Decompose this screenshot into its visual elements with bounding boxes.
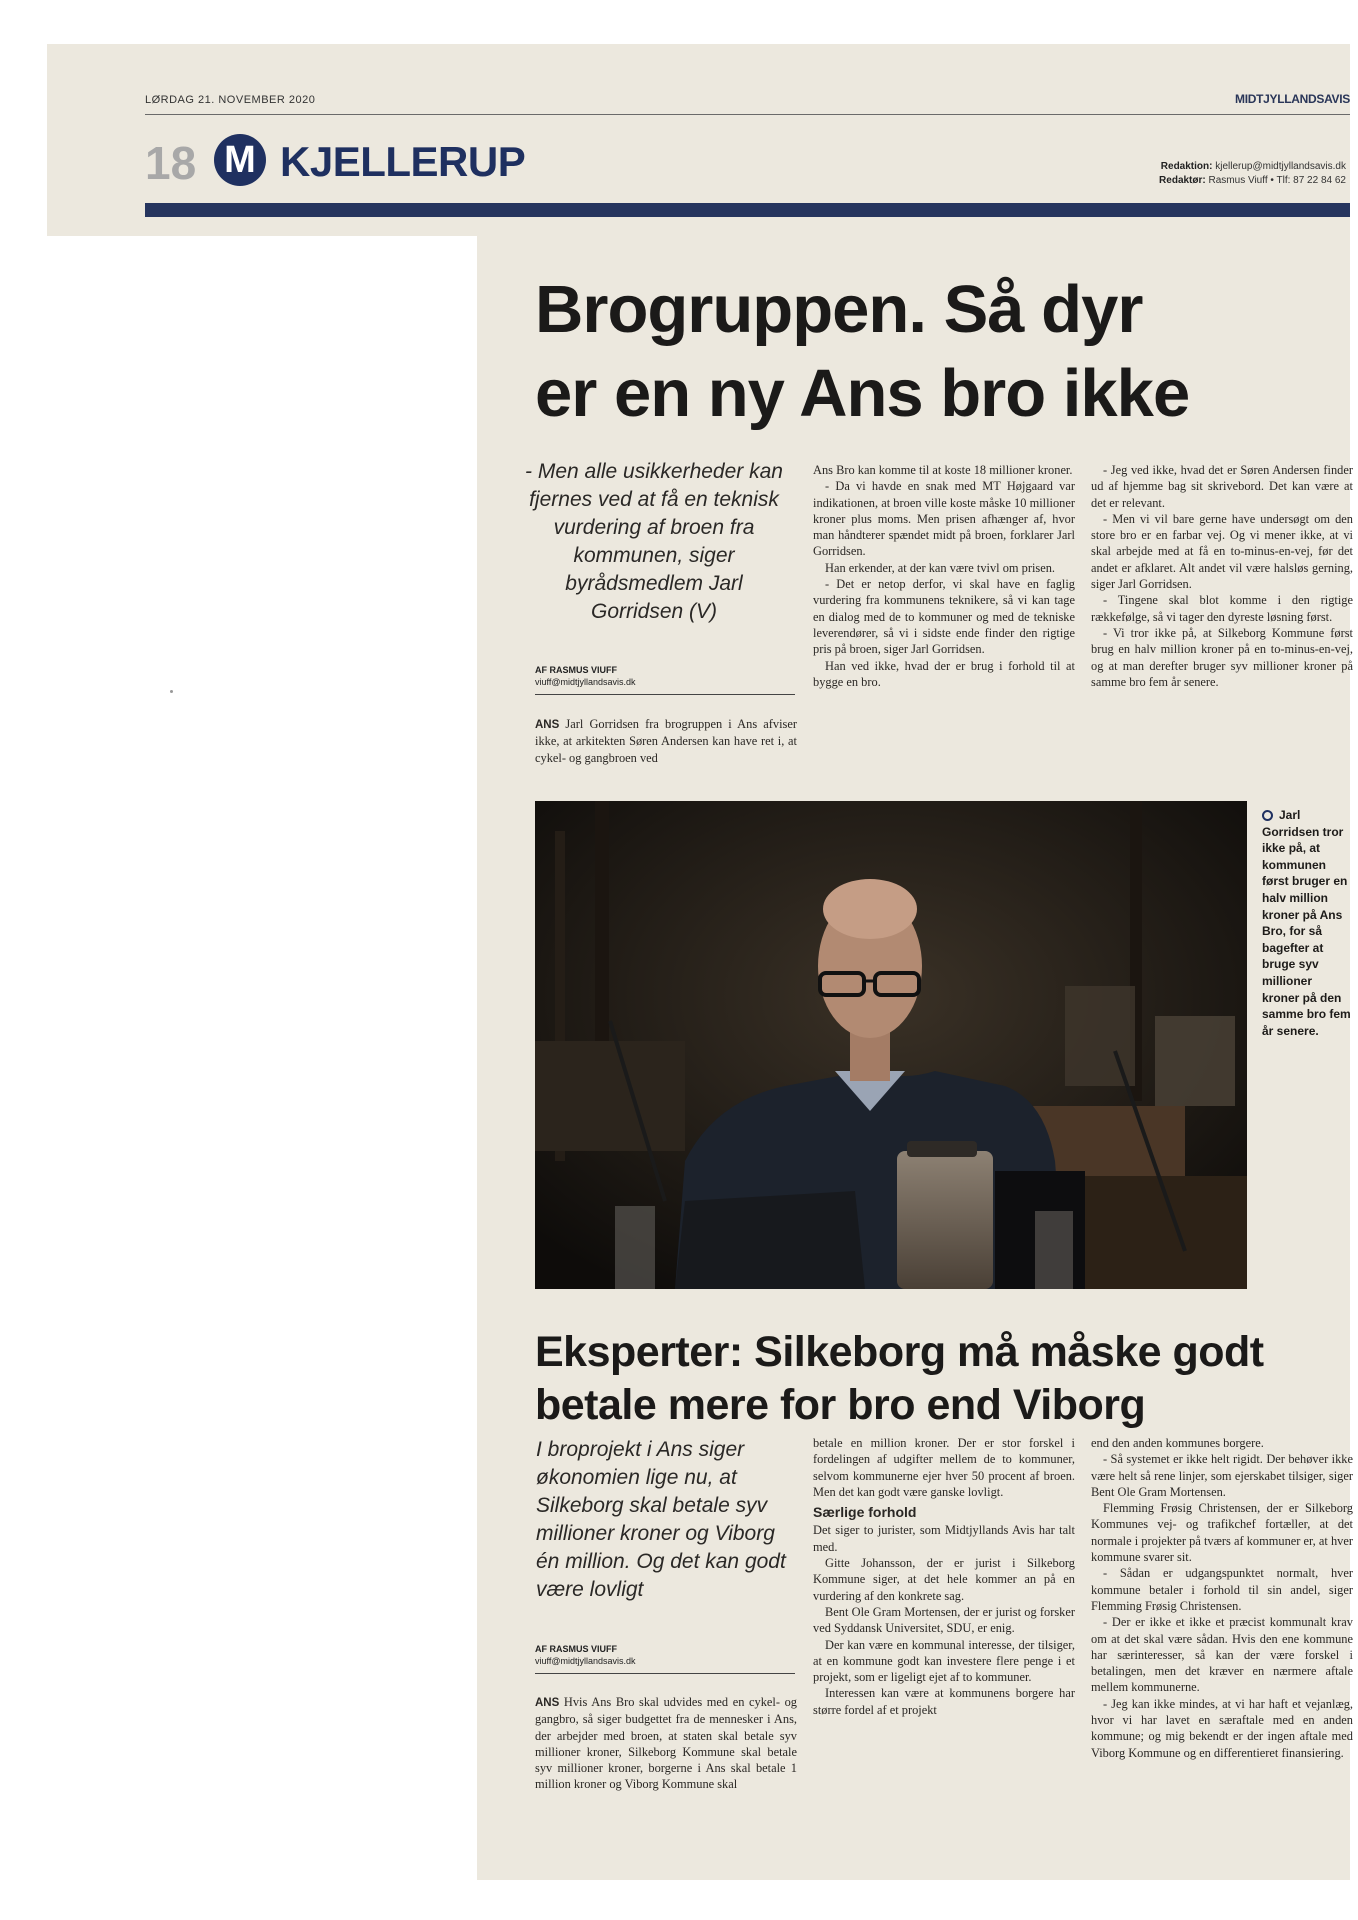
section-title: KJELLERUP: [280, 138, 526, 185]
photo-caption-block: [1262, 807, 1352, 1039]
article1-lead-word: ANS: [535, 719, 560, 731]
body-paragraph: Ans Bro kan komme til at koste 18 millioner kroner.: [813, 463, 1073, 477]
body-paragraph: Han erkender, at der kan være tvivl om prisen.: [825, 560, 1056, 575]
body-paragraph: - Så systemet er ikke helt rigidt. Der behøver ikke være helt så rene linjer, som ejerskabet tilsiger, siger Bent Ole Gram Mortensen.: [1091, 1452, 1353, 1499]
article2-headline-line1: Eksperter: Silkeborg må måske godt: [535, 1328, 1264, 1376]
body-paragraph: - Det er netop derfor, vi skal have en faglig vurdering fra kommunens teknikere, så vi kan tage en dialog med de to kommuner og med de tekniske leverendører, så vi i sidste ende finder den rigtige pris på broen, siger Jarl Gorridsen.: [813, 577, 1075, 657]
body-paragraph: Interessen kan være at kommunens borgere har større fordel af et projekt: [813, 1686, 1075, 1717]
article1-body-text: Jarl Gorridsen fra brogruppen i Ans afviser ikke, at arkitekten Søren Andersen kan have ret i, at cykel- og gangbroen ved: [535, 717, 797, 765]
body-paragraph: Flemming Frøsig Christensen, der er Silkeborg Kommunes vej- og trafikchef fortæller, at det normale i projekter på tværs af kommuner er, at hver kommune svarer sit.: [1091, 1501, 1353, 1565]
paper-speck: [170, 690, 173, 693]
body-paragraph: - Jeg kan ikke mindes, at vi har haft et vejanlæg, hvor vi har lavet en særaftale med en anden kommune; og mig bekendt er der ingen aftale med Viborg Kommune og en differentieret finansiering.: [1091, 1696, 1353, 1760]
body-paragraph: - Vi tror ikke på, at Silkeborg Kommune først brug en halv million kroner på en to-minus-en-vej, og at man derefter bruger syv millioner kroner på samme bro fem år senere.: [1091, 625, 1353, 689]
body-paragraph: - Da vi havde en snak med MT Højgaard var indikationen, at broen ville koste måske 10 millioner kroner plus moms. Men prisen afhænger af, hvor man håndterer spændet midt på broen, forklarer Jarl Gorridsen.: [813, 479, 1075, 559]
article1-byline: [535, 664, 795, 695]
editor-label: Redaktør:: [1159, 175, 1206, 186]
article2-headline-line2: betale mere for bro end Viborg: [535, 1381, 1146, 1429]
section-color-bar: [145, 203, 1350, 217]
body-paragraph: - Tingene skal blot komme i den rigtige rækkefølge, så vi tager den dyreste løsning først.: [1091, 593, 1353, 624]
article1-headline-line1: Brogruppen. Så dyr: [535, 272, 1143, 347]
article2-lead-word: ANS: [535, 1697, 560, 1709]
body-paragraph: - Jeg ved ikke, hvad det er Søren Andersen finder ud af hjemme bag sit skrivebord. Det kan være at det er relevant.: [1091, 463, 1353, 510]
article1-column-2: [813, 462, 1075, 690]
editorial-label: Redaktion:: [1160, 161, 1213, 172]
body-paragraph: Der kan være en kommunal interesse, der tilsiger, at en kommune godt kan investere flere penge i et projekt, som er ligeligt ejet af to kommuner.: [813, 1637, 1075, 1685]
body-paragraph: end den anden kommunes borgere.: [1091, 1436, 1264, 1450]
article2-byline-email: viuff@midtjyllandsavis.dk: [535, 1656, 636, 1666]
article-photo: [535, 801, 1247, 1289]
body-paragraph: Bent Ole Gram Mortensen, der er jurist og forsker ved Syddansk Universitet, SDU, er enig.: [813, 1604, 1075, 1636]
article1-column-3: [1091, 462, 1353, 690]
photo-caption: Jarl Gorridsen tror ikke på, at kommunen først bruger en halv million kroner på Ans Bro, for så bagefter at bruge syv millioner kroner på den samme bro fem år senere.: [1262, 808, 1351, 1038]
article1-column-1: [535, 716, 797, 766]
body-paragraph: Han ved ikke, hvad der er brug i forhold til at bygge en bro.: [813, 658, 1075, 689]
article2-intro: I broprojekt i Ans siger økonomien lige nu, at Silkeborg skal betale syv millioner kroner og Viborg én million. Og det kan godt være lovligt: [536, 1438, 786, 1601]
article2-column-2: [813, 1435, 1075, 1718]
body-paragraph: betale en million kroner. Der er stor forskel i fordelingen af udgifter mellem de to kommuner, selvom kommunerne ejer hver 50 procent af broen. Men det kan godt være ganske lovligt.: [813, 1436, 1075, 1499]
article2-column-1: [535, 1694, 797, 1793]
newspaper-logo-icon: M: [214, 134, 266, 186]
article2-headline: [535, 1326, 1335, 1432]
masthead-rule: [145, 114, 1350, 115]
article1-headline: [535, 268, 1335, 436]
editorial-info: [1159, 160, 1346, 188]
article1-byline-email: viuff@midtjyllandsavis.dk: [535, 677, 636, 687]
body-paragraph: - Men vi vil bare gerne have undersøgt om den store bro er en farbar vej. Og vi mener ikke, at vi skal arbejde med at få en to-minus-en-vej, før det andet er afklaret. Alt andet vil være halsløs gerning, siger Jarl Gorridsen.: [1091, 511, 1353, 592]
editorial-email: kjellerup@midtjyllandsavis.dk: [1215, 161, 1346, 172]
issue-date: LØRDAG 21. NOVEMBER 2020: [145, 94, 316, 106]
article2-byline-author: AF RASMUS VIUFF: [535, 1644, 617, 1654]
page-number: 18: [145, 137, 197, 189]
body-paragraph: - Sådan er udgangspunktet normalt, hver kommune betaler i forhold til sin andel, siger Flemming Frøsig Christensen.: [1091, 1566, 1353, 1613]
article2-byline: [535, 1643, 795, 1674]
body-paragraph: Gitte Johansson, der er jurist i Silkeborg Kommune siger, at det hele kommer an på en vurdering af den konkrete sag.: [813, 1556, 1075, 1603]
newspaper-brand: MIDTJYLLANDSAVIS: [1235, 92, 1350, 106]
article1-headline-line2: er en ny Ans bro ikke: [535, 356, 1190, 431]
article2-subhead: Særlige forhold: [813, 1504, 917, 1521]
article1-byline-author: AF RASMUS VIUFF: [535, 665, 617, 675]
caption-bullet-icon: [1262, 810, 1273, 821]
article1-intro: - Men alle usikkerheder kan fjernes ved at få en teknisk vurdering af broen fra kommunen, siger byrådsmedlem Jarl Gorridsen (V): [525, 460, 783, 623]
article2-body-text: Hvis Ans Bro skal udvides med en cykel- og gangbro, så siger budgettet fra de mennesker i Ans, der arbejder med broen, at staten skal betale syv millioner kroner, Silkeborg Kommune skal betale syv millioner kroner, borgerne i Ans skal betale 1 million kroner og Viborg Kommune skal: [535, 1695, 797, 1792]
editor-info: Rasmus Viuff • Tlf: 87 22 84 62: [1208, 175, 1346, 186]
body-paragraph: - Der er ikke et ikke et præcist kommunalt krav om at det skal være sådan. Hvis den ene kommune har særinteresser, så kan der være forskel i betalingen, men det kræver en nærmere aftale mellem kommunerne.: [1091, 1615, 1353, 1695]
body-paragraph: Det siger to jurister, som Midtjyllands Avis har talt med.: [813, 1523, 1075, 1554]
photo-illustration: [535, 801, 1247, 1289]
article2-column-3: [1091, 1435, 1353, 1761]
